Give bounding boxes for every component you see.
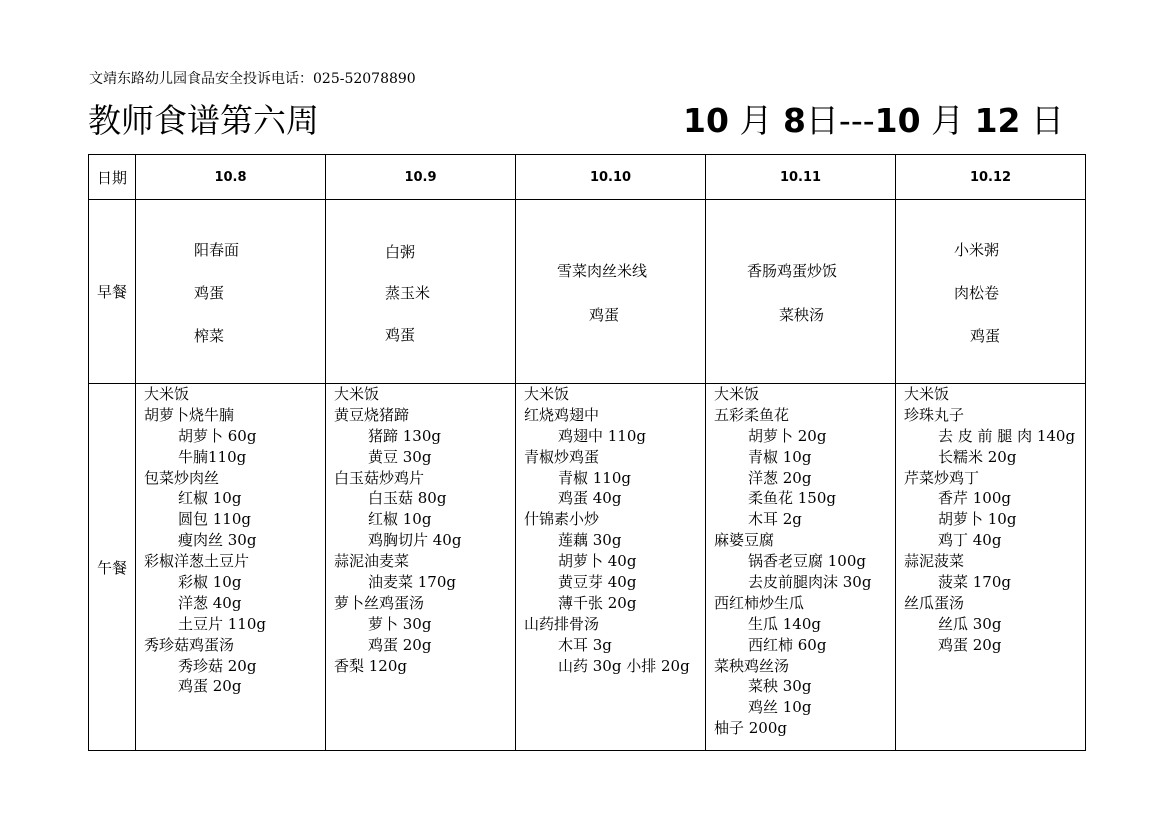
- breakfast-item: 鸡蛋: [385, 326, 416, 344]
- lunch-cell: [896, 384, 1086, 751]
- lunch-ingredient: 木耳 3g: [558, 635, 612, 654]
- breakfast-cell: [326, 200, 516, 384]
- lunch-ingredient: 油麦菜 170g: [368, 573, 457, 592]
- start-day: 8: [782, 101, 806, 140]
- end-day: 12: [974, 101, 1021, 140]
- lunch-ingredient: 菜秧 30g: [748, 677, 812, 696]
- lunch-ingredient: 洋葱 40g: [178, 593, 242, 612]
- lunch-row: [89, 384, 1086, 751]
- lunch-cell: [136, 384, 326, 751]
- lunch-label: 午餐: [89, 384, 136, 751]
- lunch-cell: [516, 384, 706, 751]
- breakfast-row: [89, 200, 1086, 384]
- lunch-dish: 丝瓜蛋汤: [904, 593, 965, 612]
- lunch-ingredient: 胡萝卜 10g: [938, 510, 1017, 529]
- lunch-dish: 香梨 120g: [334, 656, 408, 675]
- lunch-ingredient: 黄豆芽 40g: [558, 573, 637, 592]
- lunch-dish: 大米饭: [144, 385, 190, 403]
- lunch-ingredient: 洋葱 20g: [748, 468, 812, 487]
- page-title: 教师食谱第六周: [88, 101, 319, 140]
- lunch-dish: 萝卜丝鸡蛋汤: [334, 593, 425, 612]
- lunch-ingredient: 去皮前腿肉沫 30g: [748, 573, 872, 592]
- breakfast-cell: [516, 200, 706, 384]
- lunch-ingredient: 鸡胸切片 40g: [368, 531, 462, 550]
- menu-table: [88, 154, 1086, 751]
- date-cell: 10.9: [326, 155, 516, 200]
- end-month: 10: [874, 101, 921, 140]
- breakfast-cell: [136, 200, 326, 384]
- lunch-dish: 珍珠丸子: [904, 405, 965, 424]
- lunch-dish: 胡萝卜烧牛腩: [144, 405, 235, 424]
- lunch-ingredient: 鸡蛋 20g: [368, 635, 432, 654]
- breakfast-item: 雪菜肉丝米线: [557, 262, 648, 280]
- lunch-ingredient: 白玉菇 80g: [368, 489, 447, 508]
- lunch-ingredient: 锅香老豆腐 100g: [748, 552, 867, 571]
- lunch-list: [706, 384, 895, 739]
- lunch-ingredient: 胡萝卜 60g: [178, 426, 257, 445]
- lunch-ingredient: 丝瓜 30g: [938, 614, 1002, 633]
- month-char: 月: [931, 101, 965, 140]
- lunch-ingredient: 莲藕 30g: [558, 531, 622, 550]
- lunch-dish: 大米饭: [714, 385, 760, 403]
- lunch-dish: 黄豆烧猪蹄: [334, 405, 410, 424]
- lunch-dish: 大米饭: [524, 385, 570, 403]
- lunch-ingredient: 猪蹄 130g: [368, 426, 442, 445]
- day-char: 日---: [805, 101, 875, 140]
- breakfast-cell: [706, 200, 896, 384]
- lunch-ingredient: 鸡丝 10g: [748, 698, 812, 717]
- lunch-ingredient: 彩椒 10g: [178, 573, 242, 592]
- breakfast-item: 阳春面: [194, 241, 240, 259]
- lunch-dish: 红烧鸡翅中: [524, 405, 600, 424]
- lunch-ingredient: 萝卜 30g: [368, 614, 432, 633]
- lunch-dish: 五彩柔鱼花: [714, 405, 790, 424]
- lunch-cell: [326, 384, 516, 751]
- breakfast-item: 鸡蛋: [970, 327, 1001, 345]
- lunch-dish: 山药排骨汤: [524, 614, 600, 633]
- lunch-ingredient: 瘦肉丝 30g: [178, 531, 257, 550]
- lunch-ingredient: 生瓜 140g: [748, 614, 822, 633]
- lunch-ingredient: 圆包 110g: [178, 510, 252, 529]
- lunch-list: [896, 384, 1085, 656]
- breakfast-item: 白粥: [385, 243, 416, 261]
- breakfast-cell: [896, 200, 1086, 384]
- lunch-ingredient: 菠菜 170g: [938, 573, 1012, 592]
- lunch-ingredient: 青椒 110g: [558, 468, 632, 487]
- lunch-ingredient: 山药 30g 小排 20g: [558, 656, 690, 675]
- lunch-ingredient: 胡萝卜 40g: [558, 552, 637, 571]
- lunch-dish: 大米饭: [904, 385, 950, 403]
- date-label: 日期: [89, 155, 136, 200]
- lunch-dish: 蒜泥菠菜: [904, 552, 965, 571]
- lunch-cell: [706, 384, 896, 751]
- lunch-ingredient: 鸡蛋 20g: [938, 635, 1002, 654]
- lunch-ingredient: 土豆片 110g: [178, 614, 267, 633]
- lunch-dish: 包菜炒肉丝: [144, 468, 220, 487]
- lunch-dish: 蒜泥油麦菜: [334, 552, 410, 571]
- complaint-hotline: 文靖东路幼儿园食品安全投诉电话：025-52078890: [89, 71, 416, 87]
- breakfast-item: 菜秧汤: [779, 306, 825, 324]
- date-range: [683, 98, 1064, 144]
- lunch-ingredient: 鸡丁 40g: [938, 531, 1002, 550]
- lunch-ingredient: 牛腩110g: [178, 447, 247, 466]
- lunch-ingredient: 秀珍菇 20g: [178, 656, 257, 675]
- lunch-ingredient: 红椒 10g: [368, 510, 432, 529]
- date-cell: 10.8: [136, 155, 326, 200]
- breakfast-item: 蒸玉米: [385, 284, 431, 302]
- date-cell: 10.10: [516, 155, 706, 200]
- lunch-ingredient: 去 皮 前 腿 肉 140g: [938, 426, 1076, 445]
- lunch-list: [516, 384, 705, 676]
- lunch-ingredient: 柔鱼花 150g: [748, 489, 837, 508]
- lunch-ingredient: 长糯米 20g: [938, 447, 1017, 466]
- lunch-dish: 秀珍菇鸡蛋汤: [144, 635, 235, 654]
- month-char: 月: [739, 101, 773, 140]
- lunch-dish: 什锦素小炒: [524, 510, 600, 529]
- lunch-ingredient: 鸡蛋 20g: [178, 677, 242, 696]
- lunch-dish: 彩椒洋葱土豆片: [144, 552, 250, 571]
- lunch-list: [326, 384, 515, 676]
- lunch-ingredient: 香芹 100g: [938, 489, 1012, 508]
- lunch-ingredient: 木耳 2g: [748, 510, 802, 529]
- breakfast-item: 香肠鸡蛋炒饭: [747, 262, 838, 280]
- lunch-dish: 菜秧鸡丝汤: [714, 656, 790, 675]
- date-cell: 10.12: [896, 155, 1086, 200]
- lunch-dish: 西红柿炒生瓜: [714, 593, 805, 612]
- lunch-dish: 青椒炒鸡蛋: [524, 447, 600, 466]
- lunch-dish: 芹菜炒鸡丁: [904, 468, 980, 487]
- breakfast-item: 鸡蛋: [194, 284, 225, 302]
- start-month: 10: [683, 101, 729, 140]
- lunch-ingredient: 黄豆 30g: [368, 447, 432, 466]
- breakfast-item: 小米粥: [954, 241, 1000, 259]
- lunch-ingredient: 红椒 10g: [178, 489, 242, 508]
- date-row: [89, 155, 1086, 200]
- lunch-dish: 柚子 200g: [714, 719, 788, 738]
- lunch-dish: 大米饭: [334, 385, 380, 403]
- lunch-ingredient: 鸡蛋 40g: [558, 489, 622, 508]
- lunch-ingredient: 鸡翅中 110g: [558, 426, 647, 445]
- lunch-ingredient: 薄千张 20g: [558, 593, 637, 612]
- day-char: 日: [1031, 101, 1065, 140]
- lunch-dish: 麻婆豆腐: [714, 531, 775, 550]
- lunch-ingredient: 胡萝卜 20g: [748, 426, 827, 445]
- breakfast-item: 榨菜: [194, 327, 225, 345]
- lunch-ingredient: 青椒 10g: [748, 447, 812, 466]
- breakfast-label: 早餐: [89, 200, 136, 384]
- breakfast-item: 肉松卷: [954, 284, 1000, 302]
- lunch-dish: 白玉菇炒鸡片: [334, 468, 425, 487]
- breakfast-item: 鸡蛋: [589, 306, 620, 324]
- date-cell: 10.11: [706, 155, 896, 200]
- lunch-list: [136, 384, 325, 697]
- lunch-ingredient: 西红柿 60g: [748, 635, 827, 654]
